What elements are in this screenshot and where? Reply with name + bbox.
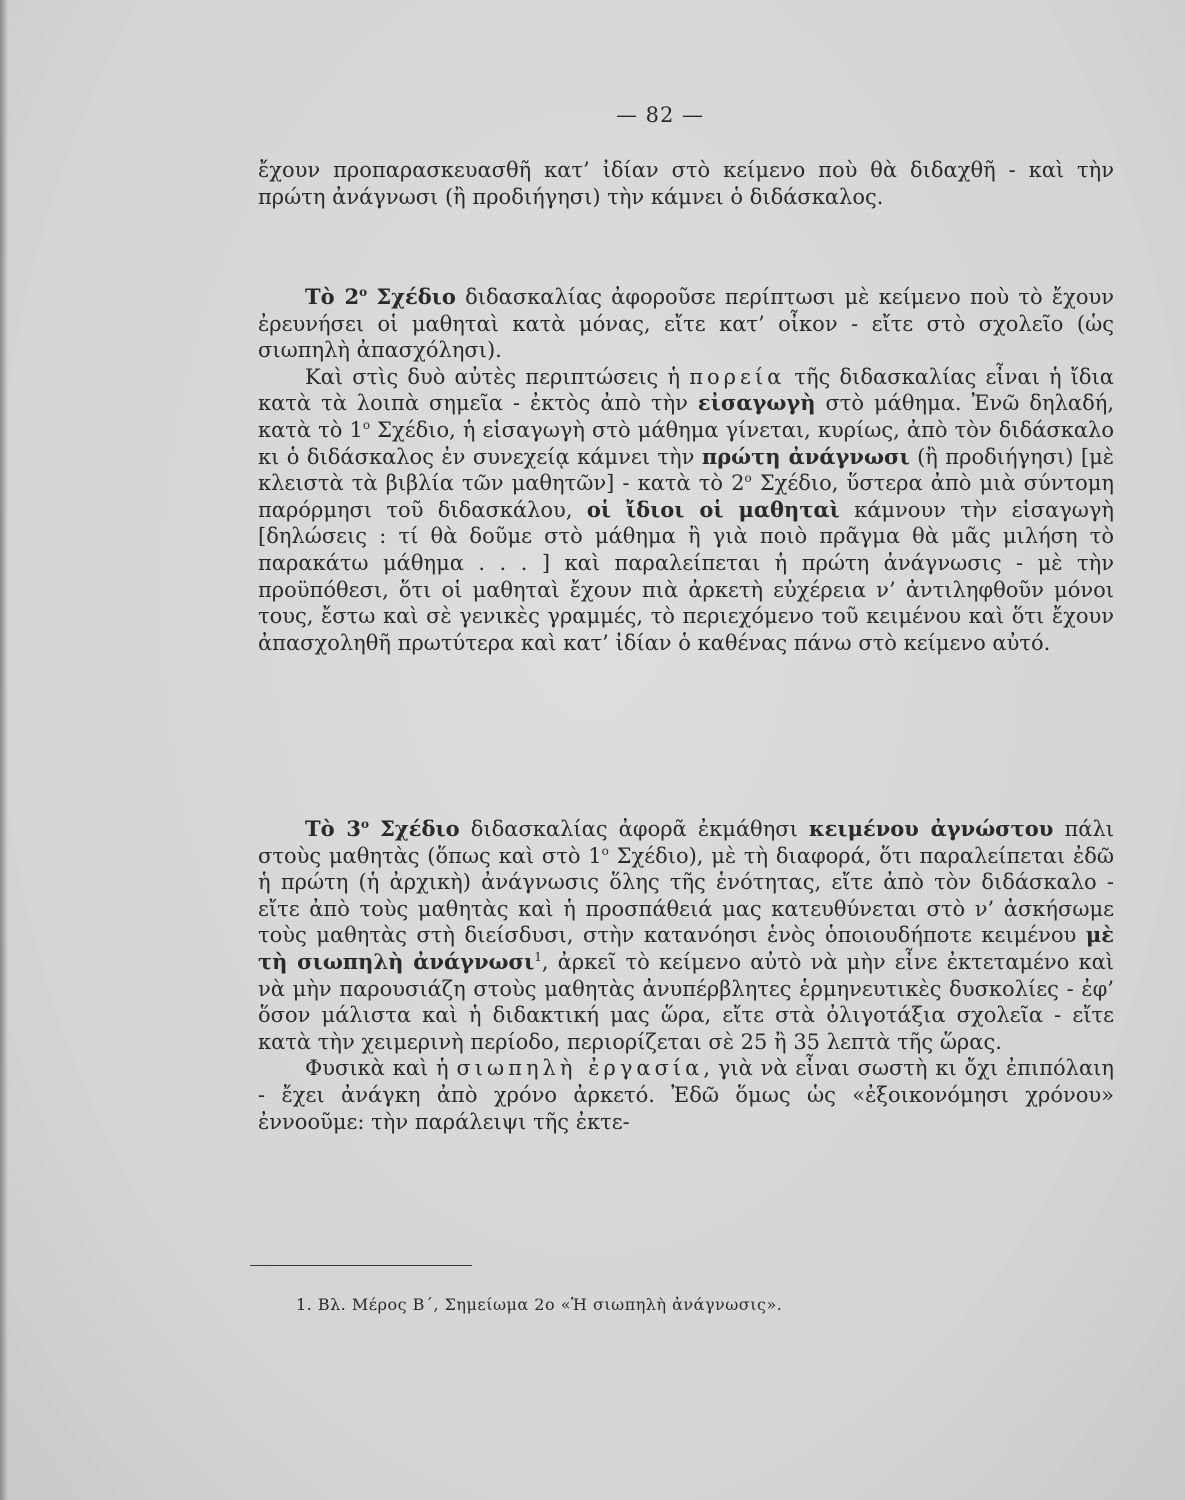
paragraph-plan-2 bbox=[258, 284, 1114, 656]
plan-2-heading: Σχέδιο bbox=[376, 284, 456, 309]
paragraph-5 bbox=[258, 1055, 1114, 1135]
plan-2-text: διδασκαλίας ἀφοροῦσε περίπτωσι μὲ κείμενο ποὺ τὸ ἔχουν ἐρευνήσει οἱ μαθηταὶ κατὰ μόνας, εἴτε κατ’ οἶκον - εἴτε στὸ σχολεῖο (ὡς σιωπηλὴ ἀπασχόλησι). bbox=[258, 285, 1114, 363]
page-number: — 82 — bbox=[615, 103, 705, 127]
p4-text-2: πάλι στοὺς μαθητὰς (ὅπως καὶ στὸ 1 bbox=[258, 817, 1114, 868]
plan-3-ordinal: ο bbox=[360, 817, 369, 831]
p3-text-5: (ἢ προδιήγησι) [μὲ κλειστὰ τὰ βιβλία τῶν μαθητῶν] - κατὰ τὸ 2 bbox=[258, 444, 1115, 496]
p3-bold-oi-idioi: οἱ ἴδιοι οἱ μαθηταὶ bbox=[586, 496, 840, 522]
p3-text-6: Σχέδιο, ὕστερα ἀπὸ μιὰ σύντομη παρόρμησι τοῦ διδασκάλου, bbox=[258, 471, 1114, 522]
paragraph-continuation bbox=[258, 157, 1114, 210]
plan-3-lead: Τὸ 3 bbox=[305, 816, 361, 841]
p4-text-3: Σχέδιο), μὲ τὴ διαφορά, ὅτι παραλείπεται ἐδῶ ἡ πρώτη (ἡ ἀρχικὴ) ἀνάγνωσις ὅλης τῆς ἑνότητας, εἴτε ἀπὸ τὸν διδάσκαλο - εἴτε ἀπὸ τοὺς μαθητὰς καὶ ἡ προσπάθειά μας κατευθύνεται στὸ ν’ ἀσκήσωμε τοὺς μαθητὰς στὴ διείσδυσι, στὴν κατανόησι ἑνὸς ὁποιουδήποτε κειμένου bbox=[258, 843, 1115, 948]
p3-text-4: Σχέδιο, ἡ εἰσαγωγὴ στὸ μάθημα γίνεται, κυρίως, ἀπὸ τὸν διδάσκαλο κι ὁ διδάσκαλος ἐν συνεχείᾳ κάμνει τὴν bbox=[258, 417, 1115, 469]
footnote-marker: 1 bbox=[534, 949, 542, 964]
footnote-divider bbox=[250, 1265, 472, 1266]
p4-bold-siopili: μὲ τὴ σιωπηλὴ ἀνάγνωσι bbox=[258, 922, 1114, 974]
p3-text-2: τῆς διδασκαλίας εἶναι ἡ ἴδια κατὰ τὰ λοιπὰ σημεῖα - ἐκτὸς ἀπὸ τὴν bbox=[258, 364, 1114, 416]
p4-ordinal: ο bbox=[601, 843, 609, 858]
p3-text-1: Καὶ στὶς δυὸ αὐτὲς περιπτώσεις ἡ bbox=[305, 364, 690, 389]
paragraph-plan-3 bbox=[258, 816, 1114, 1135]
p3-text-7: κάμνουν τὴν εἰσαγωγὴ [δηλώσεις : τί θὰ δοῦμε στὸ μάθημα ἢ γιὰ ποιὸ πρᾶγμα θὰ μᾶς μιλήση τὸ παρακάτω μάθημα . . . ] καὶ παραλείπεται ἡ πρώτη ἀνάγνωσις - μὲ τὴν προϋπόθεσι, ὅτι οἱ μαθηταὶ ἔχουν πιὰ ἀρκετὴ εὐχέρεια ν’ ἀντιληφθοῦν μόνοι τους, ἔστω καὶ σὲ γενικὲς γραμμές, τὸ περιεχόμενο τοῦ κειμένου καὶ ὅτι ἔχουν ἀπασχοληθῆ πρωτύτερα καὶ κατ’ ἰδίαν ὁ καθένας πάνω στὸ κείμενο αὐτό. bbox=[258, 497, 1115, 655]
p5-text-1: Φυσικὰ καὶ ἡ bbox=[305, 1056, 457, 1081]
page-edge-shadow bbox=[0, 0, 8, 1500]
p3-bold-proti-anagnosi: πρώτη ἀνάγνωσι bbox=[701, 443, 910, 469]
paragraph-2 bbox=[258, 284, 1114, 364]
footnote: 1. Βλ. Μέρος Β΄, Σημείωμα 2ο «Ἡ σιωπηλὴ ἀνάγνωσις». bbox=[296, 1295, 783, 1314]
paragraph-4 bbox=[258, 816, 1114, 1055]
p3-bold-eisagogi: εἰσαγωγὴ bbox=[697, 390, 816, 416]
p4-bold-keimenou: κειμένου ἀγνώστου bbox=[808, 816, 1054, 841]
paragraph-3 bbox=[258, 364, 1114, 657]
p5-text-2: , γιὰ νὰ εἶναι σωστὴ κι ὄχι ἐπιπόλαιη - ἔχει ἀνάγκη ἀπὸ χρόνο ἀρκετό. Ἐδῶ ὅμως ὡς «ἐξοικονόμησι χρόνου» ἐννοοῦμε: τὴν παράλειψι τῆς ἐκτε- bbox=[258, 1056, 1114, 1134]
plan-2-ordinal: ο bbox=[359, 285, 368, 299]
p3-spaced-poreia: πορεία bbox=[689, 364, 786, 389]
plan-3-heading: Σχέδιο bbox=[380, 816, 460, 841]
plan-2-lead: Τὸ 2 bbox=[305, 284, 360, 309]
p5-spaced-ergasia: σιωπηλὴ ἐργασία bbox=[456, 1056, 704, 1081]
p4-text-4: , ἀρκεῖ τὸ κείμενο αὐτὸ νὰ μὴν εἶνε ἐκτεταμένο καὶ νὰ μὴν παρουσιάζη στοὺς μαθητὰς ἀνυπέρβλητες ἑρμηνευτικὲς δυσκολίες - ἐφ’ ὅσον μάλιστα καὶ ἡ διδακτική μας ὥρα, εἴτε στὰ ὀλιγοτάξια σχολεῖα - εἴτε κατὰ τὴν χειμερινὴ περίοδο, περιορίζεται σὲ 25 ἢ 35 λεπτὰ τῆς ὥρας. bbox=[258, 949, 1114, 1054]
paragraph-1-text: ἔχουν προπαρασκευασθῆ κατ’ ἰδίαν στὸ κείμενο ποὺ θὰ διδαχθῆ - καὶ τὴν πρώτη ἀνάγνωσι (ἢ προδιήγησι) τὴν κάμνει ὁ διδάσκαλος. bbox=[258, 158, 1114, 209]
p3-ordinal-2: ο bbox=[744, 471, 752, 486]
p3-text-3: στὸ μάθημα. Ἐνῶ δηλαδή, κατὰ τὸ 1 bbox=[258, 391, 1114, 442]
p3-ordinal-1: ο bbox=[362, 417, 371, 432]
p4-text-1: διδασκαλίας ἀφορᾶ ἐκμάθησι bbox=[459, 817, 809, 841]
